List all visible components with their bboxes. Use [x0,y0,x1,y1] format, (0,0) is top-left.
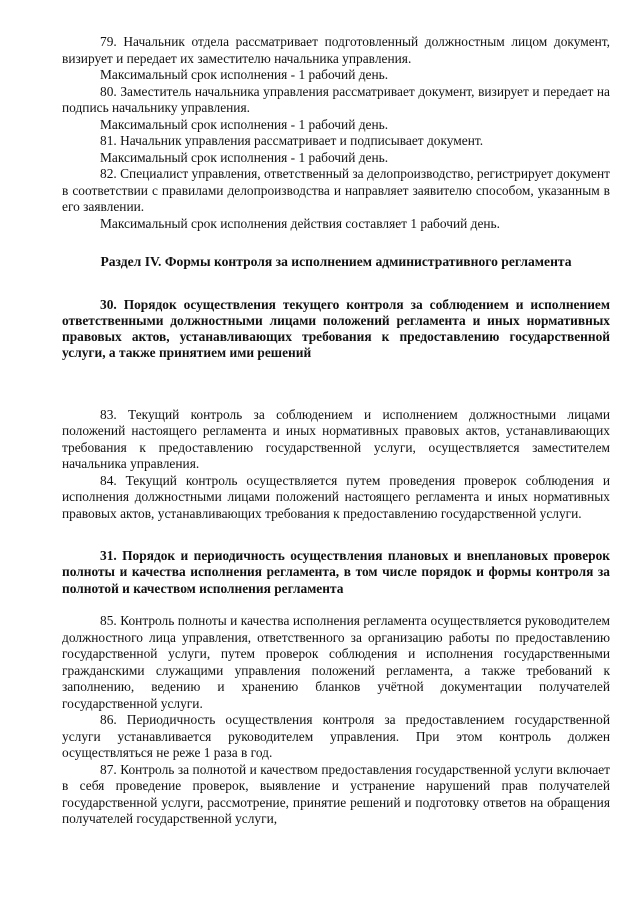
paragraph-81: 81. Начальник управления рассматривает и подписывает документ. [100,133,484,148]
paragraph-83: 83. Текущий контроль за соблюдением и исполнением должностными лицами положений настоящего регламента и иных нормативных правовых актов, устанавливающих требования к предоставлению государственной услуги, осуществляется заместителем начальника управления. [62,406,610,472]
heading-31: 31. Порядок и периодичность осуществления плановых и внеплановых проверок полноты и качества исполнения регламента, в том числе порядок и формы контроля за полнотой и качеством исполнения регламента [62,548,610,596]
paragraph-79: 79. Начальник отдела рассматривает подготовленный должностным лицом документ, визирует и передает их заместителю начальника управления. [62,34,610,66]
deadline-82: Максимальный срок исполнения действия составляет 1 рабочий день. [100,215,501,231]
paragraph-85: 85. Контроль полноты и качества исполнения регламента осуществляется руководителем должностного лица управления, ответственного за организацию работы по предоставлению государственной услуги, путем проверок соблюдения и исполнения государственными гражданскими служащими управления положений регламента, а также требований к заполнению, ведению и хранению бланков учётной документации получателей государственной услуги. [62,613,610,711]
section-title: Раздел IV. Формы контроля за исполнением административного регламента [100,254,572,269]
paragraph-87: 87. Контроль за полнотой и качеством предоставления государственной услуги включает в себя проведение проверок, выявление и устранение нарушений прав получателей государственной услуги, рассмотрение, принятие решений и подготовку ответов на обращения получателей государственной услуги, [62,761,610,827]
spacer [62,597,610,613]
paragraph-86: 86. Периодичность осуществления контроля за предоставлением государственной услуги устанавливается руководителем управления. При этом контроль должен осуществляться не реже 1 раза в год. [62,712,610,761]
heading-30: 30. Порядок осуществления текущего контроля за соблюдением и исполнением ответственными должностными лицами положений регламента и иных нормативных правовых актов, устанавливающих требования к предоставлению государственной услуги, а также принятием ими решений [62,296,610,361]
paragraph-80: 80. Заместитель начальника управления рассматривает документ, визирует и передает на подпись начальнику управления. [62,83,610,115]
deadline-81: Максимальный срок исполнения - 1 рабочий день. [100,149,389,165]
paragraph-84: 84. Текущий контроль осуществляется путем проведения проверок соблюдения и исполнения должностными лицами положений настоящего регламента и иных нормативных правовых актов, устанавливающих требования к предоставлению государственной услуги. [62,472,610,521]
spacer [62,362,610,407]
paragraph-82: 82. Специалист управления, ответственный за делопроизводство, регистрирует документ в соответствии с правилами делопроизводства и направляет заявителю способом, указанным в его заявлении. [62,166,610,214]
deadline-79: Максимальный срок исполнения - 1 рабочий день. [100,67,389,82]
deadline-80: Максимальный срок исполнения - 1 рабочий день. [100,116,389,132]
